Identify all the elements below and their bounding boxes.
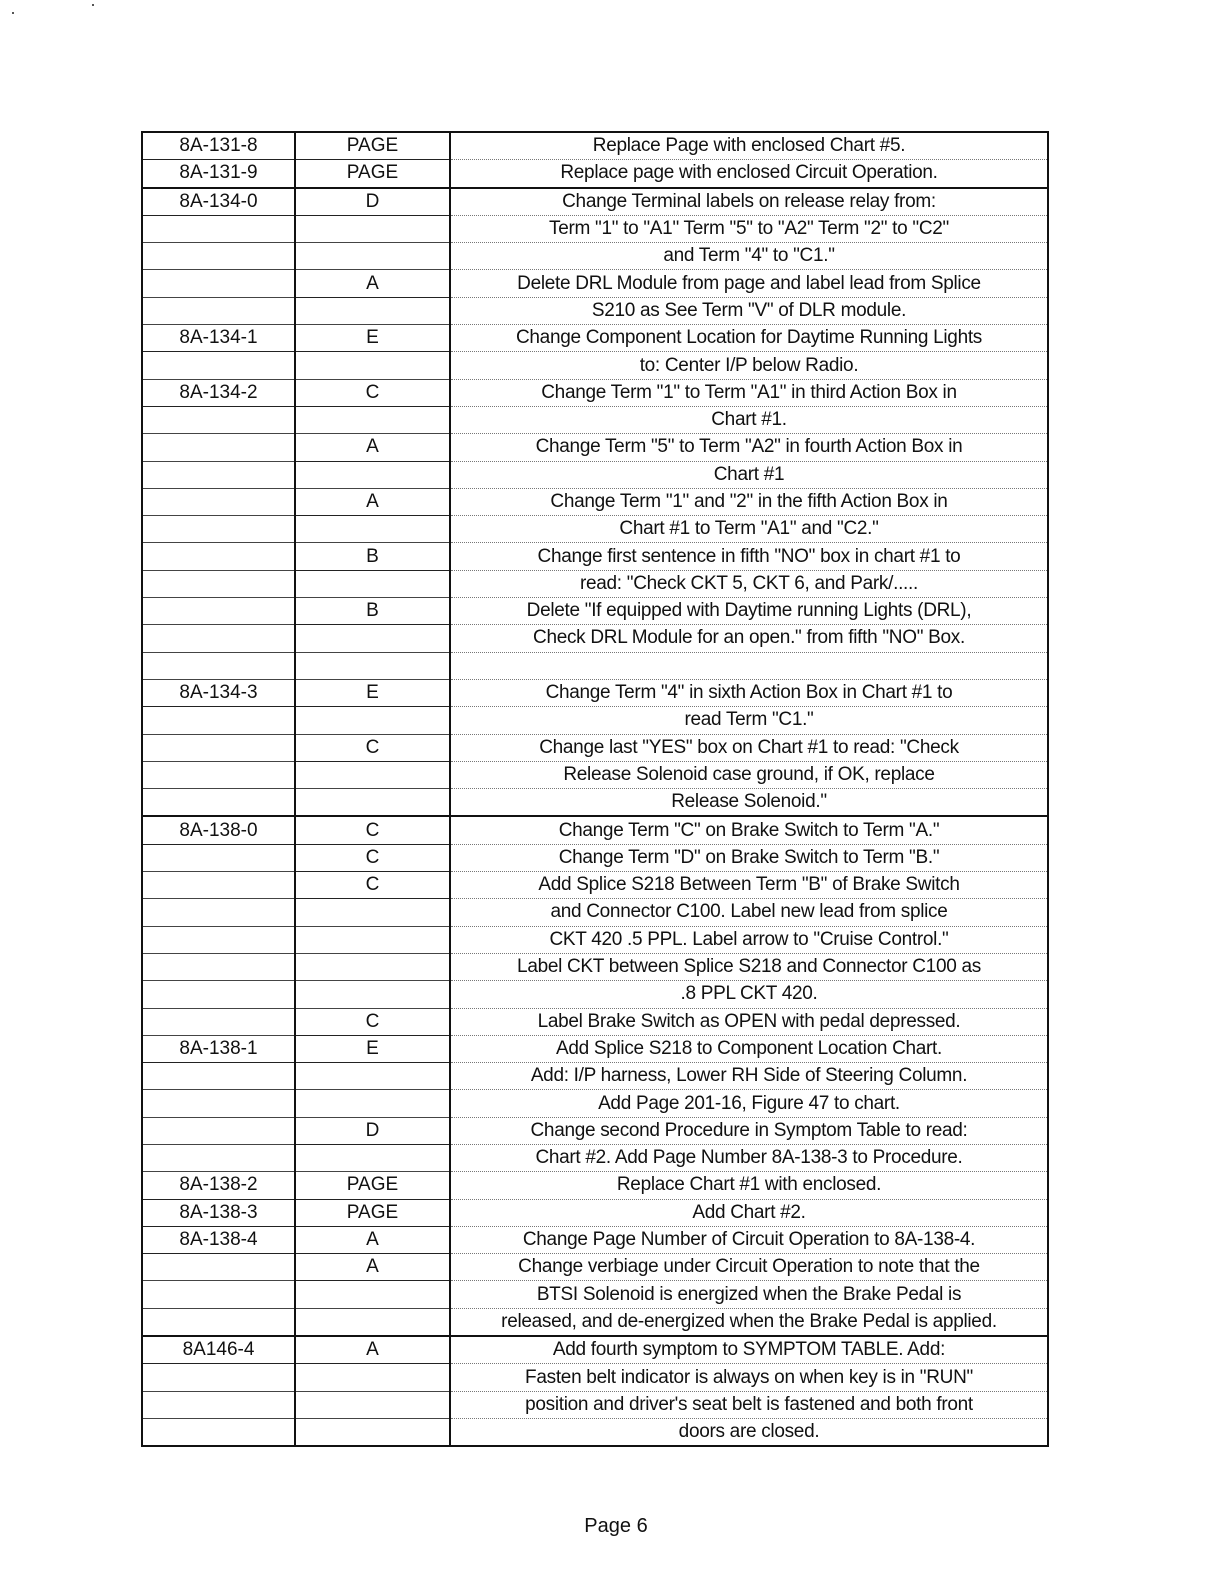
description-cell: Fasten belt indicator is always on when key is in "RUN" [450,1364,1048,1391]
table-row [142,1090,1048,1117]
page-cell [142,516,295,543]
page-cell: 8A146-4 [142,1336,295,1364]
table-row [142,1199,1048,1226]
code-cell [295,1144,450,1171]
page-cell [142,215,295,242]
page-cell [142,734,295,761]
page-cell [142,1063,295,1090]
table-row [142,188,1048,216]
code-cell: B [295,543,450,570]
code-cell [295,461,450,488]
page-cell: 8A-134-0 [142,188,295,216]
description-cell: Delete DRL Module from page and label lead from Splice [450,270,1048,297]
page-cell [142,570,295,597]
description-cell [450,652,1048,679]
table-row [142,1391,1048,1418]
page-cell [142,1090,295,1117]
page-cell [142,1418,295,1446]
page-cell: 8A-134-3 [142,679,295,706]
scan-speck [12,12,14,14]
code-cell: E [295,679,450,706]
table-row [142,1226,1048,1253]
table-row [142,899,1048,926]
description-cell: Add Chart #2. [450,1199,1048,1226]
description-cell: Change first sentence in fifth "NO" box in chart #1 to [450,543,1048,570]
code-cell [295,352,450,379]
page-cell [142,543,295,570]
code-cell: D [295,188,450,216]
page-cell [142,981,295,1008]
code-cell [295,899,450,926]
description-cell: Change Term "4" in sixth Action Box in Chart #1 to [450,679,1048,706]
code-cell: E [295,1035,450,1062]
page-cell [142,243,295,270]
page-cell: 8A-138-2 [142,1172,295,1199]
description-cell: Change Component Location for Daytime Running Lights [450,325,1048,352]
code-cell [295,625,450,652]
code-cell: C [295,844,450,871]
code-cell: A [295,434,450,461]
table-row [142,488,1048,515]
page-cell [142,926,295,953]
table-row [142,1144,1048,1171]
page-cell [142,352,295,379]
page-cell: 8A-138-1 [142,1035,295,1062]
table-row [142,844,1048,871]
code-cell [295,926,450,953]
code-cell: C [295,1008,450,1035]
page-cell [142,899,295,926]
table-row [142,1035,1048,1062]
description-cell: doors are closed. [450,1418,1048,1446]
description-cell: Change second Procedure in Symptom Table to read: [450,1117,1048,1144]
page-cell [142,625,295,652]
table-row [142,379,1048,406]
description-cell: Check DRL Module for an open." from fifth "NO" Box. [450,625,1048,652]
description-cell: Replace Chart #1 with enclosed. [450,1172,1048,1199]
table-row [142,707,1048,734]
description-cell: Label Brake Switch as OPEN with pedal depressed. [450,1008,1048,1035]
code-cell: B [295,598,450,625]
description-cell: Replace Page with enclosed Chart #5. [450,132,1048,160]
page-cell [142,270,295,297]
revision-table-body [142,132,1048,1446]
description-cell: Chart #2. Add Page Number 8A-138-3 to Procedure. [450,1144,1048,1171]
page-cell [142,434,295,461]
description-cell: Release Solenoid case ground, if OK, replace [450,761,1048,788]
table-row [142,625,1048,652]
page-cell: 8A-138-0 [142,816,295,844]
table-row [142,598,1048,625]
code-cell [295,981,450,1008]
table-row [142,1008,1048,1035]
table-row [142,761,1048,788]
page-cell [142,1391,295,1418]
description-cell: Add Splice S218 to Component Location Chart. [450,1035,1048,1062]
description-cell: Chart #1 to Term "A1" and "C2." [450,516,1048,543]
description-cell: Label CKT between Splice S218 and Connector C100 as [450,953,1048,980]
table-row [142,734,1048,761]
description-cell: Change Page Number of Circuit Operation to 8A-138-4. [450,1226,1048,1253]
page-cell [142,297,295,324]
table-row [142,1063,1048,1090]
description-cell: Term "1" to "A1" Term "5" to "A2" Term "2" to "C2" [450,215,1048,242]
page-cell [142,953,295,980]
table-row [142,953,1048,980]
code-cell: PAGE [295,132,450,160]
page-cell [142,872,295,899]
code-cell [295,516,450,543]
code-cell [295,1063,450,1090]
table-row [142,461,1048,488]
page-cell [142,789,295,817]
code-cell [295,406,450,433]
code-cell [295,1090,450,1117]
description-cell: Change Terminal labels on release relay from: [450,188,1048,216]
page-cell [142,1308,295,1336]
page-cell: 8A-134-2 [142,379,295,406]
description-cell: Replace page with enclosed Circuit Operation. [450,160,1048,188]
page-cell [142,707,295,734]
page-cell [142,461,295,488]
code-cell [295,243,450,270]
page-cell: 8A-138-4 [142,1226,295,1253]
table-row [142,1336,1048,1364]
description-cell: Add: I/P harness, Lower RH Side of Steering Column. [450,1063,1048,1090]
table-row [142,679,1048,706]
description-cell: position and driver's seat belt is fastened and both front [450,1391,1048,1418]
description-cell: read: "Check CKT 5, CKT 6, and Park/..... [450,570,1048,597]
table-row [142,1281,1048,1308]
page-cell [142,844,295,871]
page-cell [142,1144,295,1171]
description-cell: Add Splice S218 Between Term "B" of Brake Switch [450,872,1048,899]
description-cell: Chart #1. [450,406,1048,433]
code-cell [295,1308,450,1336]
table-row [142,816,1048,844]
description-cell: Change Term "D" on Brake Switch to Term "B." [450,844,1048,871]
table-row [142,243,1048,270]
description-cell: Change Term "1" to Term "A1" in third Action Box in [450,379,1048,406]
description-cell: Change Term "5" to Term "A2" in fourth Action Box in [450,434,1048,461]
table-row [142,1254,1048,1281]
page-cell [142,488,295,515]
description-cell: BTSI Solenoid is energized when the Brake Pedal is [450,1281,1048,1308]
table-row [142,434,1048,461]
table-row [142,516,1048,543]
scan-speck [92,4,94,6]
table-row [142,570,1048,597]
table-row [142,543,1048,570]
code-cell: A [295,1336,450,1364]
table-row [142,926,1048,953]
description-cell: to: Center I/P below Radio. [450,352,1048,379]
code-cell: PAGE [295,160,450,188]
table-row [142,406,1048,433]
description-cell: and Term "4" to "C1." [450,243,1048,270]
code-cell: D [295,1117,450,1144]
code-cell [295,953,450,980]
code-cell [295,297,450,324]
description-cell: Change last "YES" box on Chart #1 to read: "Check [450,734,1048,761]
page-cell [142,406,295,433]
table-row [142,1364,1048,1391]
code-cell [295,1364,450,1391]
page-cell [142,1254,295,1281]
code-cell [295,1418,450,1446]
code-cell: C [295,734,450,761]
table-row [142,872,1048,899]
table-row [142,981,1048,1008]
description-cell: .8 PPL CKT 420. [450,981,1048,1008]
table-row [142,1172,1048,1199]
code-cell: A [295,488,450,515]
table-row [142,1117,1048,1144]
description-cell: Delete "If equipped with Daytime running Lights (DRL), [450,598,1048,625]
code-cell [295,1281,450,1308]
page-cell [142,598,295,625]
description-cell: released, and de-energized when the Brake Pedal is applied. [450,1308,1048,1336]
page-cell: 8A-131-8 [142,132,295,160]
page-cell [142,1008,295,1035]
page-cell [142,652,295,679]
page-cell [142,1117,295,1144]
code-cell [295,707,450,734]
description-cell: Change Term "C" on Brake Switch to Term "A." [450,816,1048,844]
page-cell: 8A-138-3 [142,1199,295,1226]
page-number: Page 6 [584,1515,648,1537]
page-cell [142,1364,295,1391]
table-row [142,325,1048,352]
table-row [142,789,1048,817]
description-cell: Release Solenoid." [450,789,1048,817]
page-cell: 8A-131-9 [142,160,295,188]
page-cell [142,761,295,788]
description-cell: Change verbiage under Circuit Operation to note that the [450,1254,1048,1281]
code-cell: C [295,816,450,844]
table-row [142,1308,1048,1336]
code-cell: E [295,325,450,352]
code-cell [295,789,450,817]
code-cell: C [295,872,450,899]
description-cell: read Term "C1." [450,707,1048,734]
code-cell: PAGE [295,1199,450,1226]
description-cell: Change Term "1" and "2" in the fifth Action Box in [450,488,1048,515]
code-cell: PAGE [295,1172,450,1199]
code-cell [295,761,450,788]
code-cell [295,1391,450,1418]
description-cell: and Connector C100. Label new lead from splice [450,899,1048,926]
code-cell: C [295,379,450,406]
description-cell: S210 as See Term "V" of DLR module. [450,297,1048,324]
table-row [142,270,1048,297]
description-cell: Add fourth symptom to SYMPTOM TABLE. Add: [450,1336,1048,1364]
revision-table [141,131,1049,1447]
table-row [142,352,1048,379]
page-cell [142,1281,295,1308]
description-cell: CKT 420 .5 PPL. Label arrow to "Cruise Control." [450,926,1048,953]
table-row [142,652,1048,679]
page-cell: 8A-134-1 [142,325,295,352]
table-row [142,160,1048,188]
description-cell: Chart #1 [450,461,1048,488]
description-cell: Add Page 201-16, Figure 47 to chart. [450,1090,1048,1117]
code-cell: A [295,270,450,297]
code-cell [295,215,450,242]
code-cell [295,570,450,597]
table-row [142,132,1048,160]
table-row [142,215,1048,242]
code-cell: A [295,1226,450,1253]
code-cell [295,652,450,679]
code-cell: A [295,1254,450,1281]
table-row [142,1418,1048,1446]
table-row [142,297,1048,324]
